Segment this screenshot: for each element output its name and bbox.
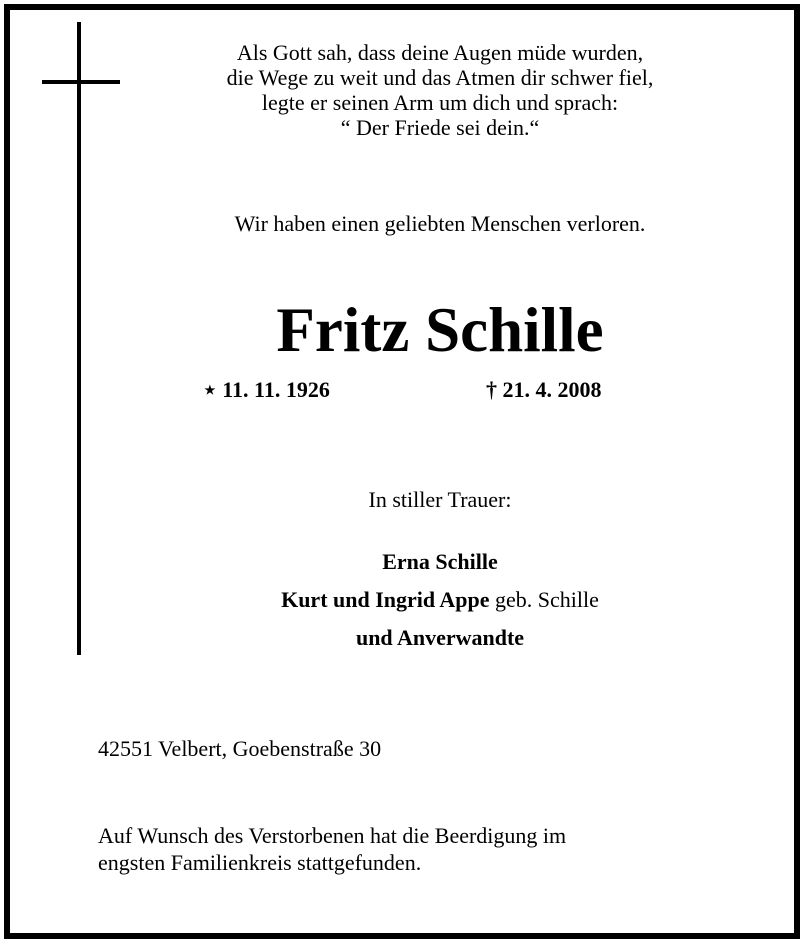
obituary-frame bbox=[4, 4, 800, 939]
mourner-suffix: geb. Schille bbox=[489, 587, 599, 612]
mourners-list bbox=[90, 543, 790, 657]
mourning-heading: In stiller Trauer: bbox=[368, 487, 512, 512]
mourner-line: und Anverwandte bbox=[355, 625, 525, 650]
address: 42551 Velbert, Goebenstraße 30 bbox=[98, 736, 382, 761]
poem-line: die Wege zu weit und das Atmen dir schwer fiel, bbox=[226, 65, 654, 90]
note-line: engsten Familienkreis stattgefunden. bbox=[98, 850, 422, 875]
poem-line: Als Gott sah, dass deine Augen müde wurden, bbox=[236, 40, 644, 65]
death-date: † 21. 4. 2008 bbox=[486, 377, 602, 402]
mourner-line bbox=[90, 581, 790, 619]
cross-vertical-bar bbox=[77, 22, 81, 655]
birth-date: ⋆ 11. 11. 1926 bbox=[203, 377, 330, 402]
burial-note bbox=[98, 822, 566, 876]
note-line: Auf Wunsch des Verstorbenen hat die Beerdigung im bbox=[98, 823, 567, 848]
loss-statement: Wir haben einen geliebten Menschen verloren. bbox=[234, 211, 646, 236]
poem-line: legte er seinen Arm um dich und sprach: bbox=[261, 90, 619, 115]
deceased-name: Fritz Schille bbox=[276, 295, 604, 365]
mourner-name: Kurt und Ingrid Appe bbox=[281, 587, 490, 612]
mourner-line: Erna Schille bbox=[382, 549, 498, 574]
poem bbox=[90, 40, 790, 140]
poem-line: “ Der Friede sei dein.“ bbox=[340, 115, 540, 140]
